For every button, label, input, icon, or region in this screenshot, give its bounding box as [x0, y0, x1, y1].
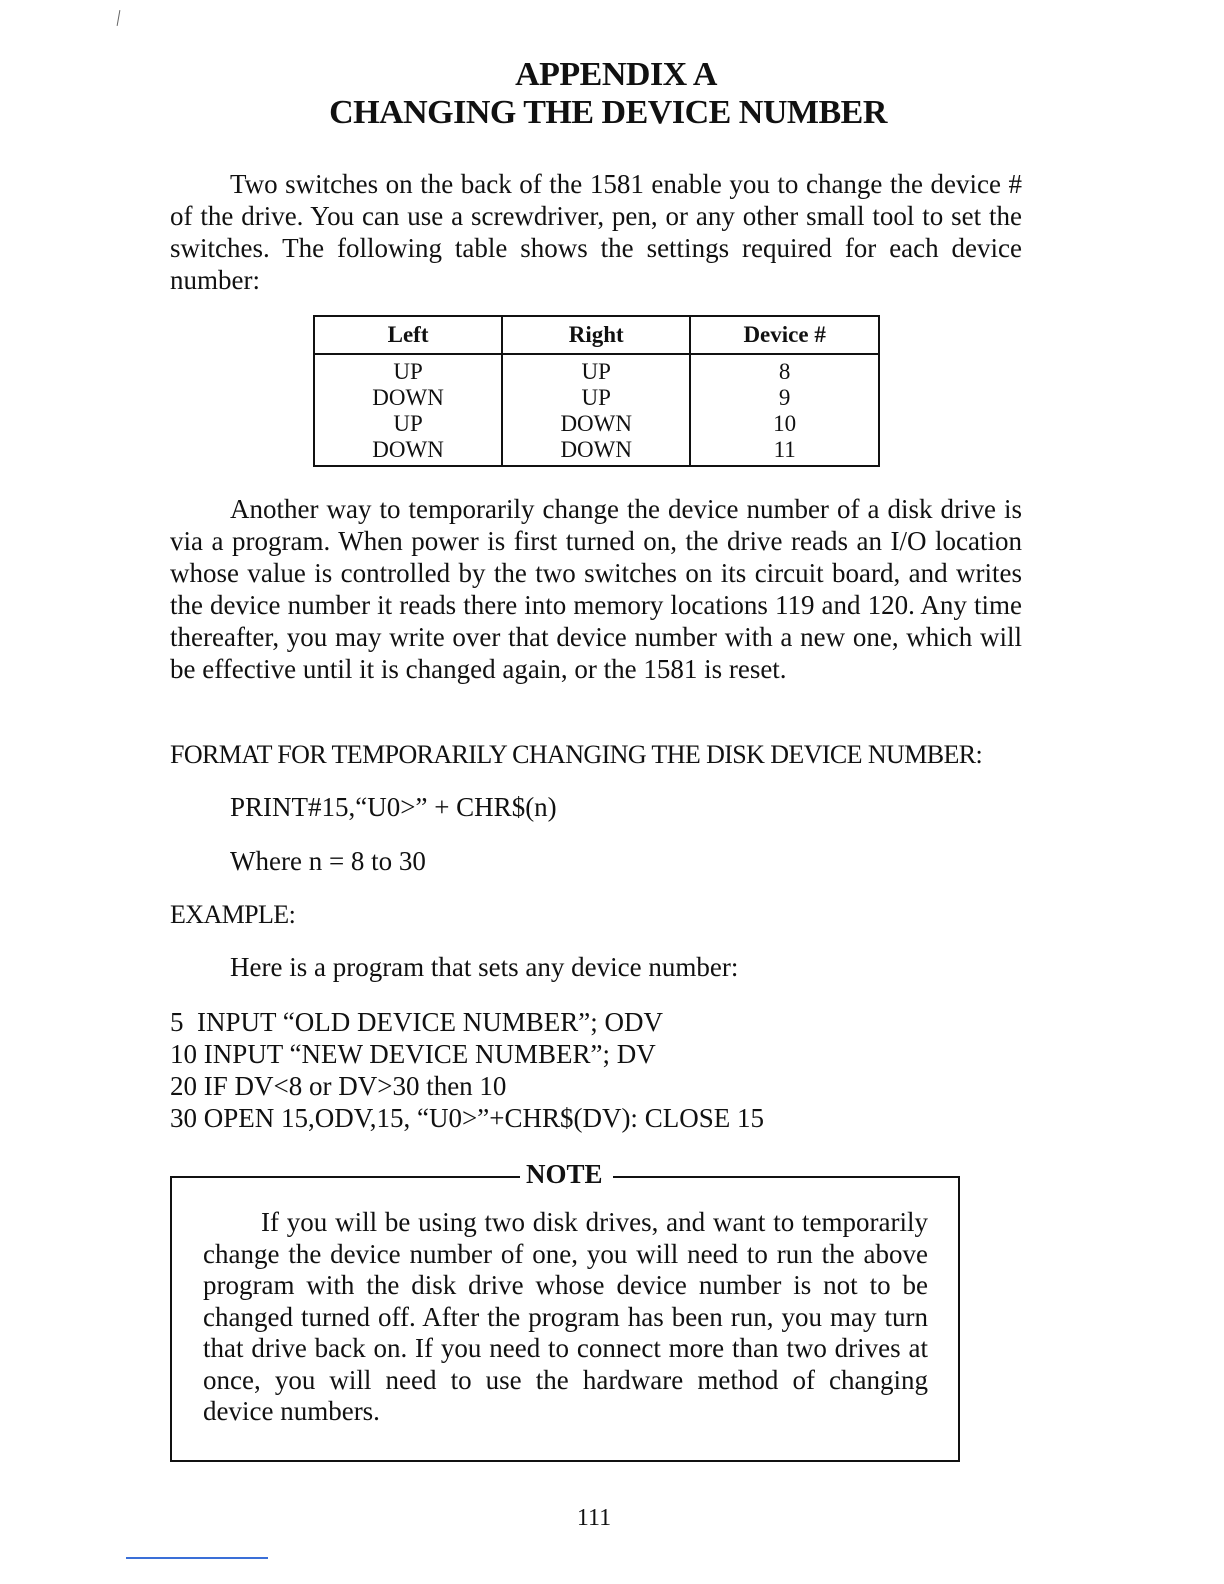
table-row: [314, 437, 879, 466]
column-header-left: Left: [314, 316, 502, 354]
table-header-row: [314, 316, 879, 354]
table-row: [314, 385, 879, 411]
program-method-paragraph: Another way to temporarily change the device number of a disk drive is via a program. When power is first turned on, the drive reads an I/O location whose value is controlled by the two switches on its circuit board, and writes the device number it reads there into memory locations 119 and 120. Any time thereafter, you may write over that device number with a new one, which will be effective until it is changed again, or the 1581 is reset.: [170, 494, 1022, 684]
table-cell: 8: [690, 354, 879, 385]
program-line: 20 IF DV<8 or DV>30 then 10: [170, 1071, 507, 1101]
table-cell: UP: [314, 354, 502, 385]
table-cell: 11: [690, 437, 879, 466]
note-title: NOTE: [526, 1159, 603, 1189]
scan-edge-line: [126, 1557, 268, 1559]
table-cell: UP: [314, 411, 502, 437]
table-row: [314, 354, 879, 385]
note-rule-left: [170, 1176, 520, 1178]
page-title: CHANGING THE DEVICE NUMBER: [329, 94, 887, 131]
program-line: 5 INPUT “OLD DEVICE NUMBER”; ODV: [170, 1007, 663, 1037]
margin-mark: [117, 10, 121, 26]
column-header-device: Device #: [690, 316, 879, 354]
page-number: 111: [576, 1505, 612, 1531]
table-cell: DOWN: [314, 437, 502, 466]
example-heading: EXAMPLE:: [170, 900, 296, 929]
format-heading: FORMAT FOR TEMPORARILY CHANGING THE DISK DEVICE NUMBER:: [170, 740, 983, 769]
program-line: 30 OPEN 15,ODV,15, “U0>”+CHR$(DV): CLOSE 15: [170, 1103, 764, 1133]
column-header-right: Right: [502, 316, 690, 354]
table-cell: UP: [502, 354, 690, 385]
table-cell: UP: [502, 385, 690, 411]
appendix-label: APPENDIX A: [515, 56, 717, 93]
intro-paragraph: Two switches on the back of the 1581 enable you to change the device # of the drive. You can use a screwdriver, pen, or any other small tool to set the switches. The following table shows the settings required for each device number:: [170, 169, 1022, 295]
device-settings-table: [313, 315, 880, 467]
example-program: [170, 1006, 764, 1134]
table-cell: 10: [690, 411, 879, 437]
format-command: PRINT#15,“U0>” + CHR$(n): [230, 792, 557, 822]
table-row: [314, 411, 879, 437]
table-cell: DOWN: [502, 437, 690, 466]
example-intro: Here is a program that sets any device number:: [230, 952, 739, 982]
program-line: 10 INPUT “NEW DEVICE NUMBER”; DV: [170, 1039, 656, 1069]
table-cell: DOWN: [502, 411, 690, 437]
note-text: If you will be using two disk drives, and want to temporarily change the device number of one, you will need to run the above program with the disk drive whose device number is not to be changed turned off. After the program has been run, you may turn that drive back on. If you need to connect more than two drives at once, you will need to use the hardware method of changing device numbers.: [203, 1207, 928, 1426]
table-cell: 9: [690, 385, 879, 411]
table-cell: DOWN: [314, 385, 502, 411]
note-rule-right: [613, 1176, 958, 1178]
format-range: Where n = 8 to 30: [230, 846, 426, 876]
